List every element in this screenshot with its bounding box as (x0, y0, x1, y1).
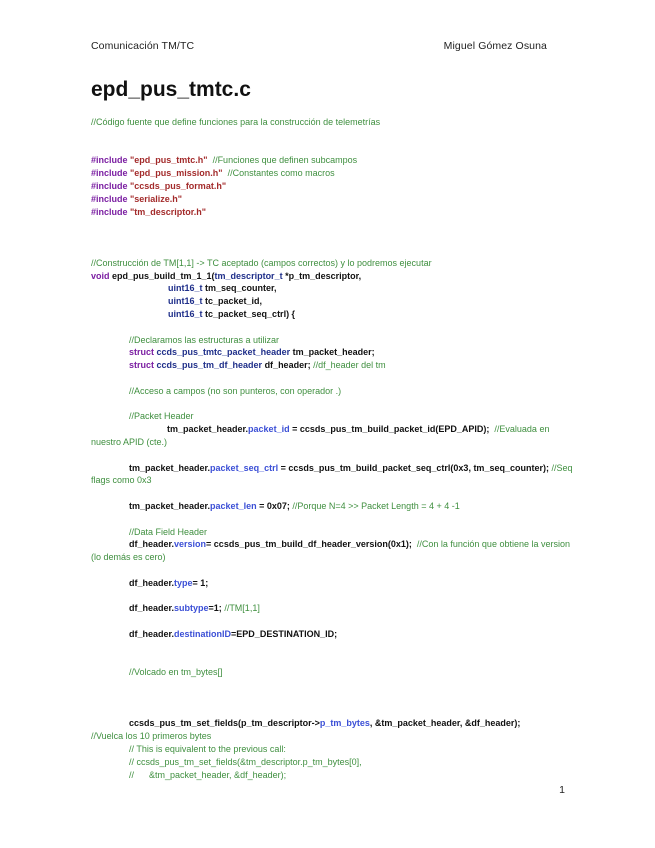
include-file: "epd_pus_mission.h" (127, 168, 223, 179)
include-line (91, 193, 581, 206)
param-name: tc_packet_id, (202, 296, 263, 307)
include-comment: //Constantes como macros (222, 168, 335, 179)
inline-comment: //Con la función que obtiene la version (lo demás es cero) (91, 539, 573, 563)
packet-header-comment: //Packet Header (129, 411, 194, 422)
inline-comment: //df_header del tm (310, 360, 386, 371)
inline-comment: //Porque N=4 >> Packet Length = 4 + 4 -1 (289, 500, 460, 511)
function-param (91, 308, 581, 321)
variable-name: df_header; (262, 360, 311, 371)
subtype-line: df_header.subtype=1; //TM[1,1] (129, 603, 260, 614)
destination-id-line: df_header.destinationID=EPD_DESTINATION_ID; (129, 628, 338, 639)
field-name: destinationID (174, 628, 232, 639)
equivalent-comment: // This is equivalent to the previous call: (129, 744, 286, 755)
param-type: uint16_t (168, 308, 203, 319)
inline-comment: //TM[1,1] (221, 603, 260, 614)
function-param (91, 282, 581, 295)
struct-keyword: struct (129, 347, 155, 358)
dump-comment: //Volcado en tm_bytes[] (129, 667, 223, 678)
include-keyword: #include (91, 193, 128, 204)
equivalent-comment: // ccsds_pus_tm_set_fields(&tm_descriptor.p_tm_bytes[0], (129, 756, 362, 767)
include-keyword: #include (91, 180, 128, 191)
include-keyword: #include (91, 206, 128, 217)
data-field-header-comment: //Data Field Header (129, 526, 208, 537)
type-line: df_header.type= 1; (129, 577, 209, 588)
struct-keyword: struct (129, 360, 155, 371)
header-right: Miguel Gómez Osuna (443, 40, 547, 52)
struct-type: ccds_pus_tmtc_packet_header (154, 347, 291, 358)
struct-type: ccds_pus_tm_df_header (154, 360, 263, 371)
header-left: Comunicación TM/TC (91, 40, 195, 52)
include-file: "epd_pus_tmtc.h" (127, 155, 208, 166)
file-comment: //Código fuente que define funciones para la construcción de telemetrías (91, 117, 381, 127)
param-type: tm_descriptor_t (214, 270, 283, 281)
field-name: version (174, 539, 207, 550)
code-block (91, 116, 581, 781)
param-type: uint16_t (168, 283, 203, 294)
version-line: df_header.version= ccsds_pus_tm_build_df_header_version(0x1); //Con la función que obtiene la version (lo demás es cero) (91, 539, 573, 563)
param-name: tm_seq_counter, (202, 283, 277, 294)
equivalent-comment: // &tm_packet_header, &df_header); (129, 769, 287, 780)
page-title: epd_pus_tmtc.c (91, 78, 251, 101)
field-name: p_tm_bytes (319, 718, 370, 729)
inline-comment: //Seq flags como 0x3 (91, 462, 575, 486)
field-name: packet_len (210, 500, 257, 511)
set-fields-line: ccsds_pus_tm_set_fields(p_tm_descriptor->p_tm_bytes, &tm_packet_header, &df_header); (129, 718, 521, 729)
packet-seq-ctrl-line: tm_packet_header.packet_seq_ctrl = ccsds_pus_tm_build_packet_seq_ctrl(0x3, tm_seq_counter); //Seq flags como 0x3 (91, 462, 575, 486)
packet-len-line: tm_packet_header.packet_len = 0x07; //Porque N=4 >> Packet Length = 4 + 4 -1 (129, 500, 460, 511)
include-keyword: #include (91, 155, 128, 166)
include-line (91, 154, 581, 167)
function-name: epd_pus_build_tm_1_1( (109, 270, 215, 281)
function-comment: //Construcción de TM[1,1] -> TC aceptado (campos correctos) y lo podremos ejecutar (91, 257, 432, 268)
struct-declaration (91, 346, 581, 359)
field-name: packet_id (248, 424, 290, 435)
variable-name: tm_packet_header; (290, 347, 375, 358)
param-name: *p_tm_descriptor, (282, 270, 362, 281)
include-line (91, 206, 581, 219)
include-file: "ccsds_pus_format.h" (127, 180, 227, 191)
declarations-comment: //Declaramos las estructuras a utilizar (129, 334, 280, 345)
function-param (91, 295, 581, 308)
include-comment: //Funciones que definen subcampos (207, 155, 358, 166)
inline-comment: //Evaluada en nuestro APID (cte.) (91, 424, 552, 447)
param-name: tc_packet_seq_ctrl) { (202, 308, 296, 319)
field-name: subtype (174, 603, 209, 614)
field-name: packet_seq_ctrl (210, 462, 279, 473)
include-keyword: #include (91, 168, 128, 179)
include-file: "serialize.h" (127, 193, 183, 204)
set-fields-comment: //Vuelca los 10 primeros bytes (91, 731, 212, 742)
field-name: type (174, 577, 193, 588)
page-number: 1 (559, 784, 565, 796)
param-type: uint16_t (168, 296, 203, 307)
include-line (91, 180, 581, 193)
packet-id-line: tm_packet_header.packet_id = ccsds_pus_tm_build_packet_id(EPD_APID); //Evaluada en nuestro APID (cte.) (91, 424, 552, 447)
function-signature (91, 270, 581, 283)
void-keyword: void (91, 270, 110, 281)
include-line (91, 167, 581, 180)
access-comment: //Acceso a campos (no son punteros, con operador .) (129, 385, 342, 396)
include-file: "tm_descriptor.h" (127, 206, 207, 217)
struct-declaration (91, 359, 581, 372)
